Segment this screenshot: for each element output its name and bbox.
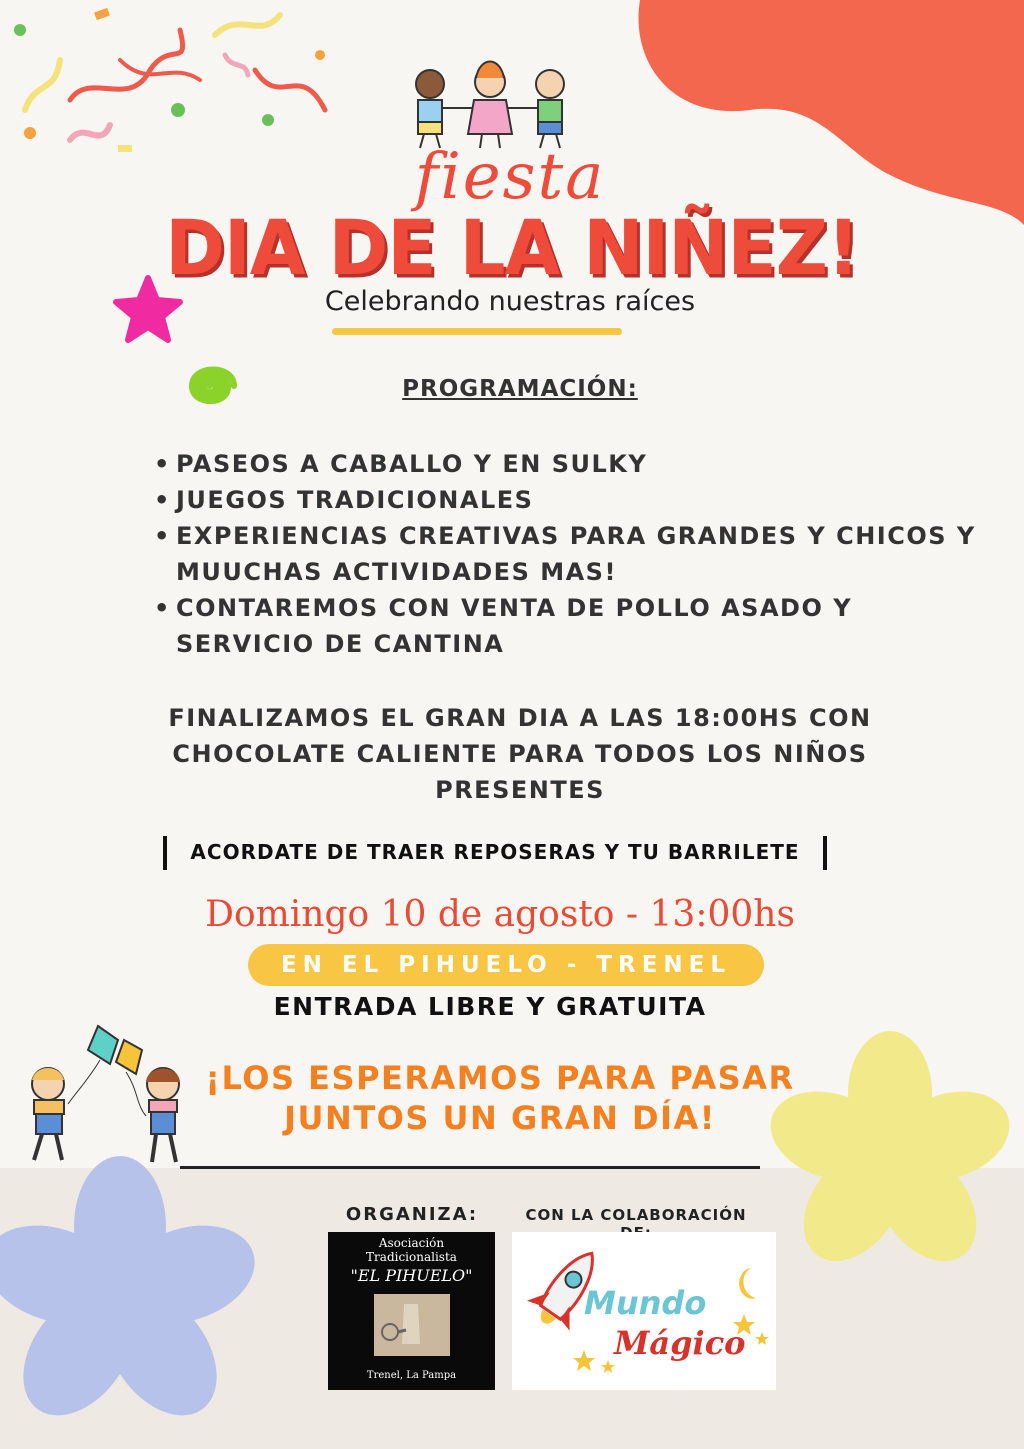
collaborator-logo [512, 1232, 776, 1390]
entry-text: ENTRADA LIBRE Y GRATUITA [273, 992, 707, 1021]
org-logo-place: Trenel, La Pampa [366, 1370, 457, 1381]
closing-text: FINALIZAMOS EL GRAN DIA A LAS 18:00HS CON CHOCOLATE CALIENTE PARA TODOS LOS NIÑOS PRESENTES [168, 704, 872, 804]
spur-photo [374, 1294, 450, 1356]
org-logo-line2: Tradicionalista [366, 1250, 457, 1264]
divider-line [180, 1166, 760, 1169]
program-heading: PROGRAMACIÓN: [402, 376, 638, 402]
collab-logo-word2: Mágico [614, 1324, 746, 1362]
kids-with-kites-icon [18, 1020, 198, 1172]
flower-icon [0, 1136, 270, 1449]
collaboration-label: CON LA COLABORACIÓN [525, 1206, 747, 1224]
coral-blob [630, 0, 1024, 230]
event-location: EN EL PIHUELO - TRENEL [248, 944, 764, 986]
organizer-label: ORGANIZA: [345, 1204, 479, 1225]
kids-holding-hands-icon [400, 56, 580, 152]
page-title: DIA DE LA NIÑEZ! [165, 203, 859, 293]
org-logo-name: "EL PIHUELO" [350, 1266, 473, 1285]
subtitle-underline [332, 328, 622, 335]
page-subtitle: Celebrando nuestras raíces [324, 286, 696, 317]
list-item: • JUEGOS TRADICIONALES [176, 482, 976, 518]
reminder-text: ACORDATE DE TRAER REPOSERAS Y TU BARRILETE [163, 836, 827, 870]
organizer-logo [328, 1232, 495, 1390]
fiesta-script-title: fiesta [414, 140, 606, 214]
invitation-text: ¡LOS ESPERAMOS PARA PASAR JUNTOS UN GRAN DÍA! [205, 1059, 795, 1137]
spur-icon [374, 1294, 450, 1356]
org-logo-line1: Asociación [378, 1236, 445, 1250]
activities-list [148, 446, 976, 662]
spiral-icon [178, 356, 242, 416]
event-date: Domingo 10 de agosto - 13:00hs [205, 894, 795, 935]
list-item: • CONTAREMOS CON VENTA DE POLLO ASADO Y SERVICIO DE CANTINA [176, 590, 976, 662]
confetti [0, 0, 340, 170]
list-item: • PASEOS A CABALLO Y EN SULKY [176, 446, 976, 482]
collab-logo-word1: Mundo [584, 1284, 707, 1322]
list-item: • EXPERIENCIAS CREATIVAS PARA GRANDES Y CHICOS Y MUUCHAS ACTIVIDADES MAS! [176, 518, 976, 590]
